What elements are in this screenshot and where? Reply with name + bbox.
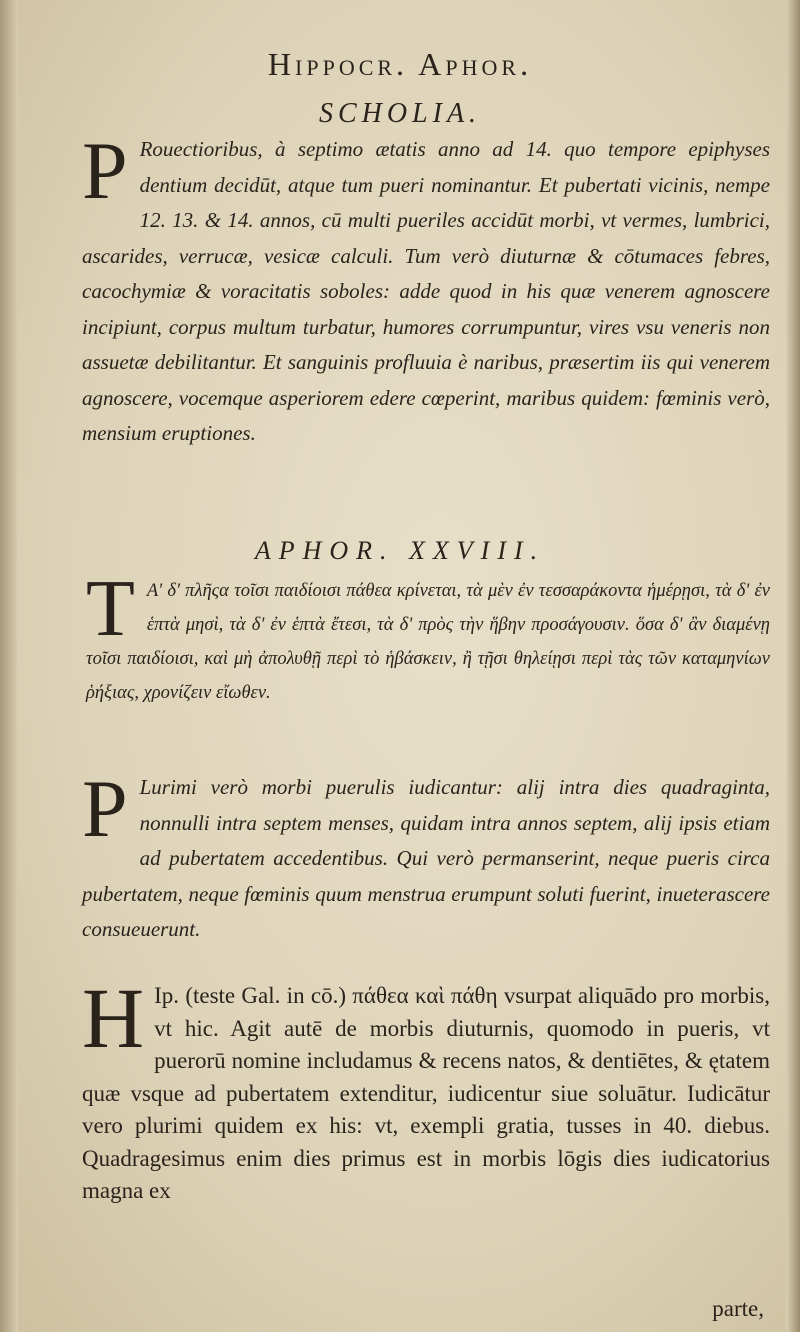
latin-text: Lurimi verò morbi puerulis iudicantur: alij intra dies quadraginta, nonnulli intra septem menses, quidam intra annos septem, alij ipsis etiam ad pubertatem accedentibus. Qui verò permanserint, neque pueris circa pubertatem, neque fœminis quum menstrua erumpunt soluti fuerint, inueterascere consueuerunt.: [82, 775, 770, 941]
scholia-text: Rouectioribus, à septimo ætatis anno ad 14. quo tempore epiphyses dentium decidūt, atque tum pueri nominantur. Et pubertati vicinis, nempe 12. 13. & 14. annos, cū multi pueriles accidūt morbi, vt vermes, lumbrici, ascarides, verrucæ, vesicæ calculi. Tum verò diuturnæ & cōtumaces febres, cacochymiæ & voracitatis soboles: adde quod in his quæ venerem agnoscere incipiunt, corpus multum turbatur, humores corrumpuntur, vires vsu veneris non assuetæ debilitantur. Et sanguinis profluuia è naribus, præsertim iis qui venerem agnoscere, vocemque asperiorem edere cœperint, maribus quidem: fœminis verò, mensium eruptiones.: [82, 137, 770, 445]
drop-cap: H: [82, 970, 145, 1066]
commentary-text: Ip. (teste Gal. in cō.) πάθεα καὶ πάθη vsurpat aliquādo pro morbis, vt hic. Agit autē de morbis diuturnis, quomodo in pueris, vt puerorū nomine includamus & recens natos, & dentiētes, & ętatem quæ vsque ad pubertatem extenditur, iudicentur siue soluātur. Iudicātur vero plurimi quidem ex his: vt, exempli gratia, tusses in 40. diebus. Quadragesimus enim dies primus est in morbis lōgis dies iudicatorius magna ex: [82, 983, 770, 1203]
page-edge: [786, 0, 800, 1332]
scholia-paragraph: [82, 125, 770, 452]
drop-cap: T: [86, 565, 135, 653]
aphorism-title: APHOR. XXVIII.: [254, 536, 546, 565]
greek-text: Α' δ' πλῆςα τοῖσι παιδίοισι πάθεα κρίνεται, τὰ μὲν ἐν τεσσαράκοντα ἡμέρῃσι, τὰ δ' ἐν ἑπτὰ μησὶ, τὰ δ' ἐν ἑπτὰ ἔτεσι, τὰ δ' πρὸς τὴν ἥβην προσάγουσιν. ὅσα δ' ἂν διαμένῃ τοῖσι παιδίοισι, καὶ μὴ ἀπολυθῇ περὶ τὸ ἡβάσκειν, ἢ τῇσι θηλείῃσι περὶ τὰς τῶν καταμηνίων ῥήξιας, χρονίζειν εἴωθεν.: [86, 581, 770, 703]
greek-aphorism: [86, 565, 770, 710]
drop-cap: P: [82, 125, 128, 216]
page-gutter: [0, 0, 18, 1332]
section-title: SCHOLIA.: [318, 98, 482, 129]
catchword: parte,: [712, 1296, 764, 1321]
commentary-paragraph: [82, 970, 770, 1208]
running-head: Hippocr. Aphor.: [267, 46, 533, 82]
drop-cap: P: [82, 763, 128, 854]
latin-translation: [82, 763, 770, 948]
